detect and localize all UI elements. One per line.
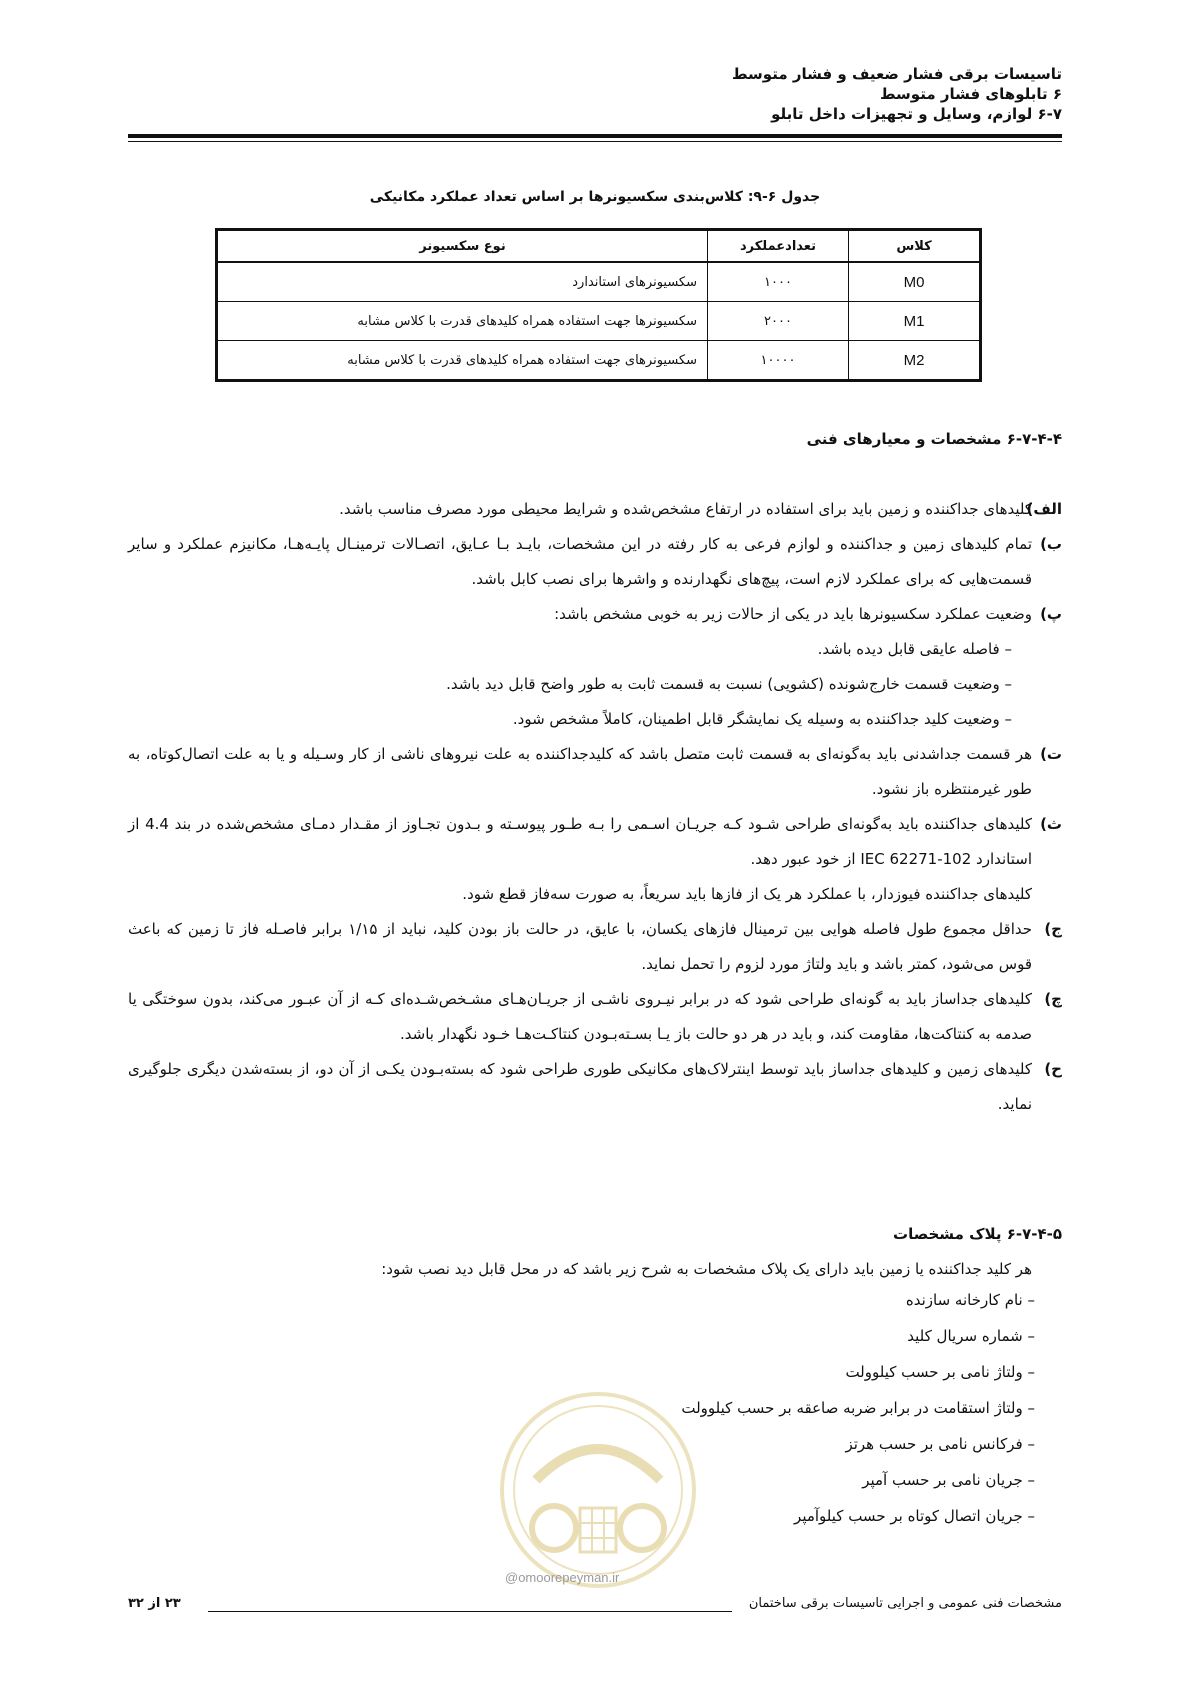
list-item: – نام کارخانه سازنده [905,1291,1035,1309]
classification-table [215,228,982,382]
list-item [128,492,1062,527]
item-label: ث) [1040,815,1062,833]
footer-title: مشخصات فنی عمومی و اجرایی تاسیسات برقی ساختمان [748,1596,1062,1611]
cell-type: سکسیونرهای استاندارد [217,262,708,302]
cell-type: سکسیونرهای جهت استفاده همراه کلیدهای قدرت با کلاس مشابه [217,341,708,381]
watermark-url: @omoorepeyman.ir [505,1570,620,1585]
list-item [128,982,1062,1052]
item-label: ح) [1044,1060,1062,1078]
page-header [128,64,1062,124]
header-line-3: ۶-۷ لوازم، وسایل و تجهیزات داخل تابلو [771,105,1062,123]
item-text: تمام کلیدهای زمین و جداکننده و لوازم فرعی به کار رفته در این مشخصات، بایـد بـا عـایق، اتصـالات ترمینـال پایـه‌هـا، مکانیزم عملکرد و سایر قسمت‌هایی که برای عملکرد لازم است، پیچ‌های نگهدارنده و واشرها برای نصب کابل باشد. [128,535,1032,588]
list-item: – فرکانس نامی بر حسب هرتز [845,1435,1035,1453]
list-item [128,807,1062,877]
cell-class: M2 [849,341,981,381]
item-text: کلیدهای جداساز باید به گونه‌ای طراحی شود که در برابر نیـروی ناشـی از جریـان‌هـای مشـخص‌شـده‌ای کـه از آن عبـور می‌کند، بدون سوختگی یا صدمه به کنتاکت‌ها، مقاومت کند، و باید در هر دو حالت باز یـا بسـته‌بـودن کنتاکـت‌هـا خـود نگهدار باشد. [128,990,1032,1043]
item-label: پ) [1040,605,1062,623]
cell-type: سکسیونرها جهت استفاده همراه کلیدهای قدرت با کلاس مشابه [217,302,708,341]
cell-count: ۲۰۰۰ [708,302,849,341]
header-class: کلاس [849,230,981,263]
header-rule-thick [128,134,1062,138]
item-text: کلیدهای زمین و کلیدهای جداساز باید توسط اینترلاک‌های مکانیکی طوری طراحی شود که بسته‌بـودن یکـی از آن دو، از بسته‌شدن دیگری جلوگیری نماید. [128,1060,1032,1113]
item-label: ج) [1044,920,1062,938]
footer-rule [208,1611,732,1612]
cell-count: ۱۰۰۰ [708,262,849,302]
section-heading-nameplate: ۶-۷-۴-۵ پلاک مشخصات [893,1225,1062,1243]
item-label: چ) [1044,990,1062,1008]
dash-item: – وضعیت قسمت خارج‌شونده (کشویی) نسبت به قسمت ثابت به طور واضح قابل دید باشد. [446,675,1012,693]
dash-item: – وضعیت کلید جداکننده به وسیله یک نمایشگر قابل اطمینان، کاملاً مشخص شود. [512,710,1012,728]
page-footer [128,1596,1062,1620]
list-item [128,912,1062,982]
list-item: – ولتاژ نامی بر حسب کیلوولت [845,1363,1035,1381]
table-row [217,262,981,302]
list-item: – ولتاژ استقامت در برابر ضربه صاعقه بر حسب کیلوولت [681,1399,1035,1417]
list-item [128,597,1062,632]
nameplate-intro: هر کلید جداکننده یا زمین باید دارای یک پلاک مشخصات به شرح زیر باشد که در محل قابل دید نصب شود: [381,1260,1032,1278]
table-caption: جدول ۶-۹: کلاس‌بندی سکسیونرها بر اساس تعداد عملکرد مکانیکی [369,189,821,205]
paragraph-fused-switch: کلیدهای جداکننده فیوزدار، با عملکرد هر یک از فازها باید سریعاً، به صورت سه‌فاز قطع شود. [462,885,1032,903]
item-text: کلیدهای جداکننده باید به‌گونه‌ای طراحی شـود کـه جریـان اسـمی را بـه طـور پیوسـته و بـدون تجـاوز از مقـدار دمـای مشخص‌شده در بند 4.4 از استاندارد IEC 62271-102 از خود عبور دهد. [128,815,1032,868]
item-text: وضعیت عملکرد سکسیونرها باید در یکی از حالات زیر به خوبی مشخص باشد: [554,605,1032,623]
list-item [128,1052,1062,1122]
cell-class: M0 [849,262,981,302]
cell-class: M1 [849,302,981,341]
nameplate-list [435,1282,1035,1534]
item-label: ت) [1040,745,1062,763]
list-item: – جریان اتصال کوتاه بر حسب کیلوآمپر [794,1507,1035,1525]
table-header-row [217,230,981,263]
dash-item: – فاصله عایقی قابل دیده باشد. [817,640,1012,658]
header-type: نوع سکسیونر [217,230,708,263]
header-rule-thin [128,141,1062,142]
list-item: – جریان نامی بر حسب آمپر [862,1471,1035,1489]
item-text: هر قسمت جداشدنی باید به‌گونه‌ای به قسمت ثابت متصل باشد که کلیدجداکننده به علت نیروهای ناشی از کار وسـیله و یا به علت اتصال‌کوتاه، به طور غیرمنتظره باز نشود. [128,745,1032,798]
item-label: الف) [1026,500,1062,518]
item-text: کلیدهای جداکننده و زمین باید برای استفاده در ارتفاع مشخص‌شده و شرایط محیطی مورد مصرف مناسب باشد. [339,500,1032,518]
cell-count: ۱۰۰۰۰ [708,341,849,381]
table-row [217,302,981,341]
list-item [128,737,1062,807]
page-number: ۲۳ از ۳۲ [128,1596,181,1611]
item-text: حداقل مجموع طول فاصله هوایی بین ترمینال فازهای یکسان، با عایق، در حالت باز بودن کلید، نباید از ۱/۱۵ برابر فاصـله فاز تا زمین که باعث قوس می‌شود، کمتر باشد و باید ولتاژ مورد لزوم را تحمل نماید. [128,920,1033,973]
header-line-2: ۶ تابلوهای فشار متوسط [879,85,1062,103]
list-item: – شماره سریال کلید [907,1327,1035,1345]
section-body-technical [128,492,1062,1122]
header-count: تعدادعملکرد [708,230,849,263]
header-line-1: تاسیسات برقی فشار ضعیف و فشار متوسط [731,65,1062,83]
list-item [128,527,1062,597]
table-row [217,341,981,381]
item-label: ب) [1040,535,1062,553]
section-heading-technical-specs: ۶-۷-۴-۴ مشخصات و معیارهای فنی [806,430,1062,448]
